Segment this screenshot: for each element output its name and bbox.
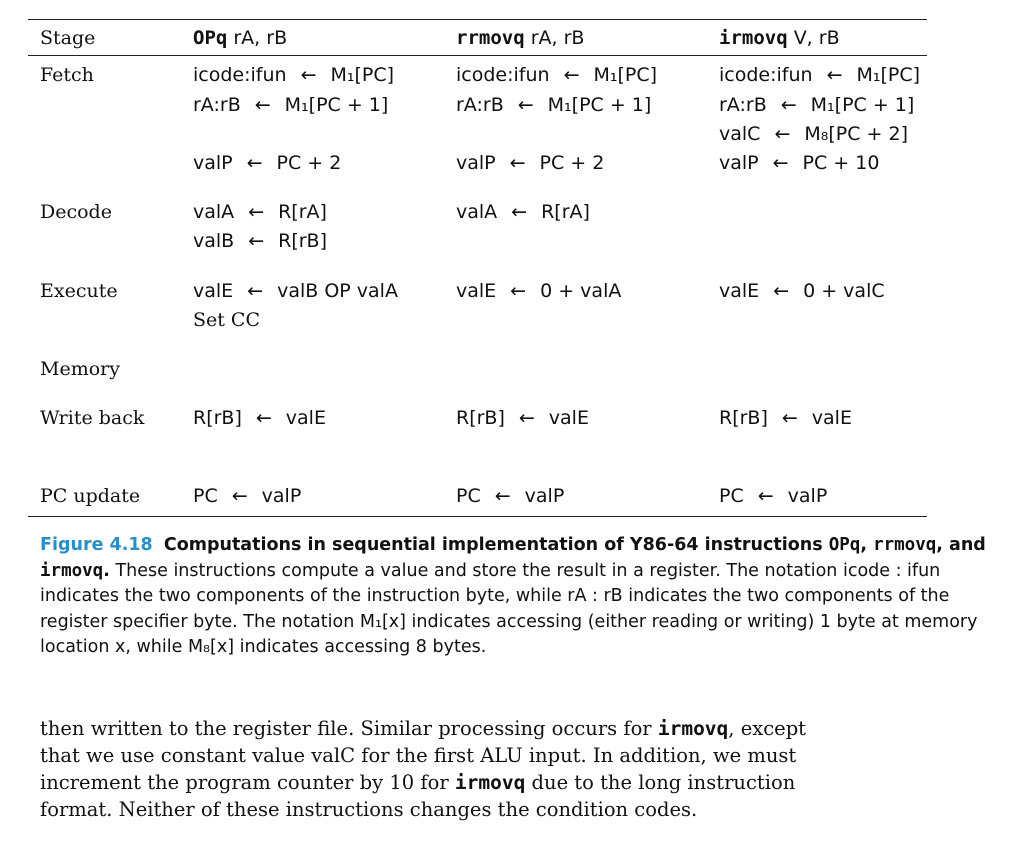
rrmovq-fetch-valp: [456, 152, 604, 174]
paragraph-code-irmovq: irmovq: [454, 771, 526, 794]
caption-body: These instructions compute a value and store the result in a register. The notation icode : ifun indicates the two components of the instruction byte, while rA : rB indicates the two components of the register specifier byte. The notation M₁[x] indicates accessing (either reading or writing) 1 byte at memory location x, while M₈[x] indicates accessing 8 bytes.: [40, 560, 978, 657]
cell-rhs: M₁[PC + 1]: [284, 94, 389, 116]
stage-header: Stage: [40, 27, 96, 49]
arrow-icon: ←: [300, 64, 317, 86]
cell-lhs: valB: [193, 230, 235, 252]
column-operands: rA, rB: [233, 27, 288, 49]
column-operands: rA, rB: [530, 27, 585, 49]
arrow-icon: ←: [231, 485, 248, 507]
cell-lhs: R[rB]: [193, 407, 242, 429]
cell-rhs: M₈[PC + 2]: [804, 123, 909, 145]
cell-lhs: valA: [193, 201, 235, 223]
irmovq-fetch-regs: [719, 94, 914, 116]
irmovq-writeback: [719, 407, 852, 429]
irmovq-fetch-valp: [719, 152, 879, 174]
column-header-rrmovq: [456, 27, 584, 49]
cell-lhs: valA: [456, 201, 498, 223]
irmovq-fetch-valc: [719, 123, 908, 145]
column-operands: V, rB: [793, 27, 840, 49]
column-mnemonic: OPq: [193, 27, 228, 49]
arrow-icon: ←: [509, 152, 526, 174]
arrow-icon: ←: [518, 407, 535, 429]
cell-lhs: PC: [456, 485, 481, 507]
cell-lhs: PC: [193, 485, 218, 507]
cell-rhs: valE: [548, 407, 589, 429]
opq-decode-vala: [193, 201, 327, 223]
title-end: .: [103, 560, 110, 581]
opq-writeback: [193, 407, 326, 429]
arrow-icon: ←: [781, 407, 798, 429]
cell-rhs: R[rB]: [278, 230, 327, 252]
title-separator: ,: [860, 535, 867, 555]
opq-pc-update: [193, 485, 301, 507]
arrow-icon: ←: [248, 230, 265, 252]
arrow-icon: ←: [826, 64, 843, 86]
cell-lhs: valP: [456, 152, 496, 174]
cell-rhs: M₁[PC + 1]: [547, 94, 652, 116]
arrow-icon: ←: [517, 94, 534, 116]
cell-rhs: R[rA]: [278, 201, 327, 223]
paragraph-text: then written to the register file. Similar processing occurs for: [40, 717, 652, 740]
cell-lhs: icode:ifun: [456, 64, 550, 86]
arrow-icon: ←: [772, 152, 789, 174]
rrmovq-fetch-regs: [456, 94, 651, 116]
arrow-icon: ←: [757, 485, 774, 507]
column-header-irmovq: [719, 27, 840, 49]
stage-execute: Execute: [40, 280, 118, 302]
table-header-rule: [28, 55, 927, 56]
stage-write-back: Write back: [40, 407, 145, 429]
rrmovq-decode-vala: [456, 201, 590, 223]
title-code-irmovq: irmovq: [40, 560, 104, 581]
cell-rhs: M₁[PC]: [593, 64, 658, 86]
arrow-icon: ←: [774, 123, 791, 145]
arrow-icon: ←: [494, 485, 511, 507]
cell-lhs: valE: [193, 280, 234, 302]
opq-execute-setcc: Set CC: [193, 309, 261, 331]
cell-rhs: valP: [524, 485, 565, 507]
paragraph-text: due to the long instruction format. Neither of these instructions changes the condition codes.: [40, 771, 796, 821]
column-mnemonic: rrmovq: [456, 27, 525, 49]
stage-memory: Memory: [40, 358, 120, 380]
cell-lhs: rA:rB: [193, 94, 241, 116]
cell-lhs: R[rB]: [456, 407, 505, 429]
irmovq-pc-update: [719, 485, 827, 507]
cell-rhs: valB OP valA: [277, 280, 398, 302]
cell-rhs: valP: [787, 485, 828, 507]
arrow-icon: ←: [248, 201, 265, 223]
cell-lhs: valP: [719, 152, 759, 174]
opq-fetch-regs: [193, 94, 388, 116]
opq-decode-valb: [193, 230, 327, 252]
rrmovq-execute-vale: [456, 280, 621, 302]
cell-rhs: valP: [261, 485, 302, 507]
title-code-rrmovq: rrmovq: [873, 535, 937, 555]
title-text: Computations in sequential implementation of Y86-64 instructions: [163, 535, 823, 555]
arrow-icon: ←: [246, 152, 263, 174]
cell-lhs: valE: [719, 280, 760, 302]
rrmovq-pc-update: [456, 485, 564, 507]
arrow-icon: ←: [510, 280, 527, 302]
opq-fetch-icode: [193, 64, 394, 86]
cell-rhs: M₁[PC + 1]: [810, 94, 915, 116]
body-paragraph: [40, 715, 840, 823]
cell-rhs: M₁[PC]: [330, 64, 395, 86]
arrow-icon: ←: [780, 94, 797, 116]
rrmovq-writeback: [456, 407, 589, 429]
table-top-rule: [28, 19, 927, 20]
cell-lhs: PC: [719, 485, 744, 507]
cell-lhs: icode:ifun: [719, 64, 813, 86]
arrow-icon: ←: [255, 407, 272, 429]
cell-rhs: R[rA]: [541, 201, 590, 223]
cell-lhs: valE: [456, 280, 497, 302]
cell-lhs: valC: [719, 123, 761, 145]
cell-rhs: 0 + valC: [803, 280, 885, 302]
arrow-icon: ←: [511, 201, 528, 223]
paragraph-code-irmovq: irmovq: [657, 717, 729, 740]
cell-lhs: rA:rB: [456, 94, 504, 116]
opq-execute-vale: [193, 280, 398, 302]
title-code-opq: OPq: [828, 535, 861, 555]
paragraph-text: , except that we use constant value valC for the first ALU input. In addition, we must increment the program counter by 10 for: [40, 717, 807, 794]
table-bottom-rule: [28, 516, 927, 517]
cell-lhs: icode:ifun: [193, 64, 287, 86]
stage-pc-update: PC update: [40, 485, 141, 507]
cell-rhs: valE: [285, 407, 326, 429]
title-separator: , and: [936, 535, 986, 555]
cell-lhs: rA:rB: [719, 94, 767, 116]
arrow-icon: ←: [563, 64, 580, 86]
irmovq-execute-vale: [719, 280, 885, 302]
cell-lhs: R[rB]: [719, 407, 768, 429]
cell-rhs: PC + 2: [276, 152, 342, 174]
cell-rhs: 0 + valA: [540, 280, 622, 302]
cell-lhs: valP: [193, 152, 233, 174]
arrow-icon: ←: [773, 280, 790, 302]
column-mnemonic: irmovq: [719, 27, 788, 49]
opq-fetch-valp: [193, 152, 341, 174]
arrow-icon: ←: [254, 94, 271, 116]
rrmovq-fetch-icode: [456, 64, 657, 86]
column-header-opq: [193, 27, 287, 49]
arrow-icon: ←: [247, 280, 264, 302]
cell-rhs: M₁[PC]: [856, 64, 921, 86]
irmovq-fetch-icode: [719, 64, 920, 86]
cell-rhs: PC + 2: [539, 152, 605, 174]
cell-rhs: PC + 10: [802, 152, 880, 174]
figure-number: Figure 4.18: [40, 535, 153, 555]
stage-decode: Decode: [40, 201, 112, 223]
cell-rhs: valE: [811, 407, 852, 429]
stage-fetch: Fetch: [40, 64, 94, 86]
figure-caption: [40, 533, 1002, 661]
